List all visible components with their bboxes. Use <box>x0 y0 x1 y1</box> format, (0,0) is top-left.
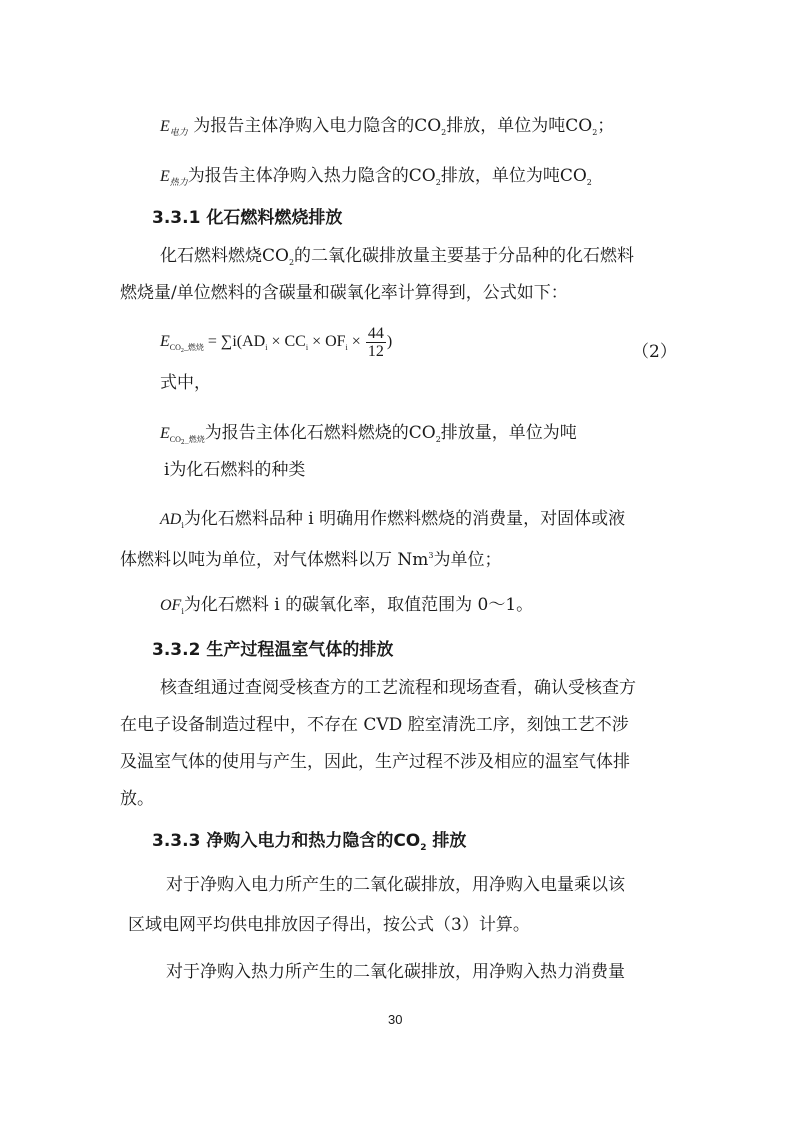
definition-e-heat <box>160 164 592 191</box>
subscript-2: 2 <box>435 435 441 444</box>
paragraph-text: 化石燃料燃烧CO <box>160 246 289 266</box>
formula-number: （2） <box>632 342 677 362</box>
definition-text: 为报告主体化石燃料燃烧的CO <box>204 423 436 443</box>
definition-tail: 排放，单位为吨CO <box>440 166 587 186</box>
fraction-denominator: 12 <box>367 342 384 360</box>
symbol-ad: AD <box>160 511 182 528</box>
symbol-subscript: 2 <box>180 439 185 446</box>
symbol-subscript: i <box>181 521 184 530</box>
formula-subscript: CO <box>169 343 181 352</box>
formula-body: × <box>347 333 365 350</box>
formula-index: i <box>345 343 348 352</box>
formula-fraction <box>366 325 386 360</box>
paragraph-line: 核查组通过查阅受核查方的工艺流程和现场查看，确认受核查方 <box>160 678 636 698</box>
formula-symbol: E <box>160 333 170 350</box>
definition-tail: 排放，单位为吨CO <box>446 116 593 136</box>
subscript-2: 2 <box>288 258 295 267</box>
formula-2 <box>160 322 392 365</box>
paragraph-text: 的二氧化碳排放量主要基于分品种的化石燃料 <box>294 246 635 266</box>
symbol-e: E <box>160 118 170 135</box>
symbol-subscript: i <box>181 607 184 616</box>
subscript-2: 2 <box>592 128 598 137</box>
superscript-3: 3 <box>428 551 434 560</box>
symbol-subscript: CO <box>169 435 181 444</box>
formula-body: = ∑i(AD <box>203 333 266 350</box>
paragraph-line: 对于净购入热力所产生的二氧化碳排放，用净购入热力消费量 <box>166 962 625 982</box>
definition-text: 为报告主体净购入电力隐含的CO <box>187 116 442 136</box>
definition-e-combustion <box>160 421 577 449</box>
paragraph-line <box>160 244 634 271</box>
section-heading-3-3-2: 3.3.2 生产过程温室气体的排放 <box>152 640 394 660</box>
symbol-of: OF <box>160 597 182 614</box>
formula-subscript: 2 <box>180 348 184 354</box>
definition-i: i为化石燃料的种类 <box>164 460 306 480</box>
paragraph-line: 区域电网平均供电排放因子得出，按公式（3）计算。 <box>128 915 530 935</box>
subscript-2: 2 <box>420 843 427 853</box>
section-heading-3-3-1: 3.3.1 化石燃料燃烧排放 <box>152 208 343 228</box>
formula-body: × OF <box>308 333 346 350</box>
paragraph-line: 对于净购入电力所产生的二氧化碳排放，用净购入电量乘以该 <box>166 875 625 895</box>
punctuation: ； <box>597 116 615 136</box>
definition-tail: 为单位； <box>433 550 502 570</box>
fraction-numerator: 44 <box>367 324 384 342</box>
formula-body: × CC <box>267 333 306 350</box>
definition-ad-continued <box>120 548 502 575</box>
definition-e-electricity <box>160 114 614 141</box>
paragraph-line: 在电子设备制造过程中，不存在 CVD 腔室清洗工序，刻蚀工艺不涉 <box>120 715 629 735</box>
subscript-2: 2 <box>441 128 447 137</box>
heading-text: 排放 <box>426 831 467 851</box>
formula-subscript: _燃烧 <box>183 343 204 352</box>
symbol-subscript: _燃烧 <box>184 435 205 444</box>
paragraph-line: 及温室气体的使用与产生，因此，生产过程不涉及相应的温室气体排 <box>120 752 630 772</box>
definition-text: 体燃料以吨为单位，对气体燃料以万 Nm <box>120 550 429 570</box>
symbol-e: E <box>160 168 170 185</box>
definition-text: 为化石燃料品种 i 明确用作燃料燃烧的消费量，对固体或液 <box>183 509 626 529</box>
paragraph-line: 燃烧量/单位燃料的含碳量和碳氧化率计算得到，公式如下： <box>120 283 568 303</box>
definition-tail: 排放量，单位为吨 <box>440 423 577 443</box>
symbol-subscript: 电力 <box>169 127 188 137</box>
definition-text: 为报告主体净购入热力隐含的CO <box>187 166 436 186</box>
section-heading-3-3-3 <box>152 829 466 856</box>
heading-text: 3.3.3 净购入电力和热力隐含的CO <box>152 831 421 851</box>
paragraph-line: 放。 <box>120 789 154 809</box>
symbol-subscript: 热力 <box>169 177 188 187</box>
formula-close: ) <box>386 333 393 350</box>
subscript-2: 2 <box>435 178 441 187</box>
page-number: 30 <box>388 1012 403 1027</box>
definition-ad <box>160 507 625 534</box>
formula-index: i <box>305 343 309 352</box>
definition-text: 为化石燃料 i 的碳氧化率，取值范围为 0～1。 <box>183 595 534 615</box>
symbol-e: E <box>160 425 170 442</box>
subscript-2: 2 <box>586 178 592 187</box>
where-label: 式中， <box>160 373 211 393</box>
formula-index: i <box>265 343 268 352</box>
definition-of <box>160 593 533 620</box>
